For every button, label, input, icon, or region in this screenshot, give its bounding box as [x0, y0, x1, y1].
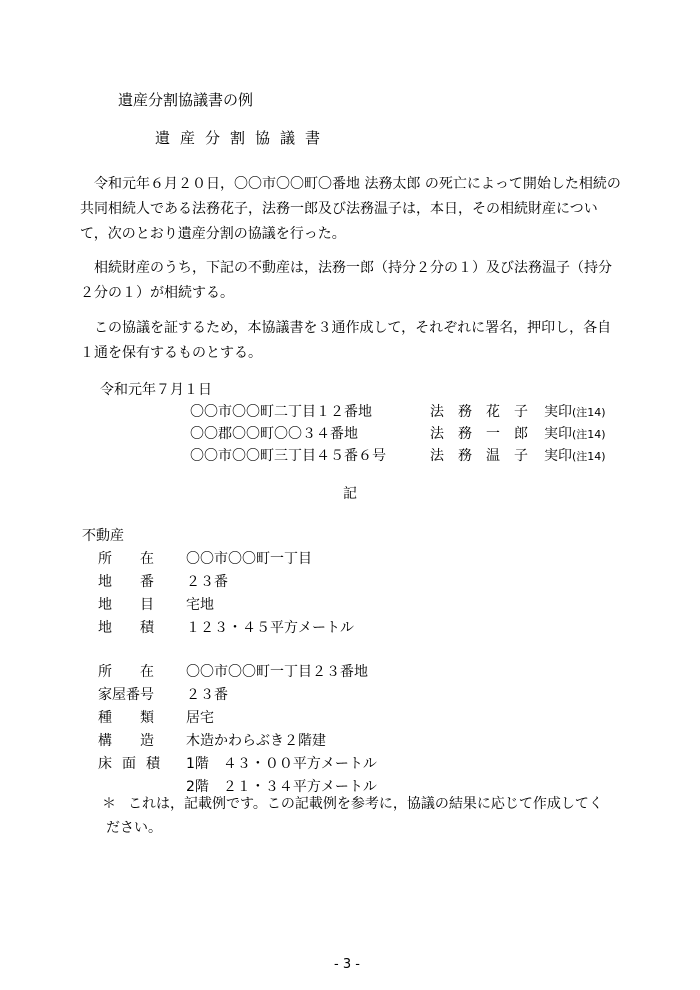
- seal-note: (注14): [572, 406, 606, 419]
- land-area-label: 地積: [98, 620, 182, 636]
- seal-label: 実印: [544, 448, 572, 464]
- signatory-name: 法務温子: [430, 448, 542, 464]
- example-heading: 遺産分割協議書の例: [118, 91, 254, 109]
- real-estate-title: 不動産: [82, 528, 124, 544]
- land-category-value: 宅地: [186, 597, 214, 613]
- note-text-line2: ださい。: [106, 820, 162, 836]
- building-floor-label: 床面積: [98, 756, 170, 772]
- seal-note: (注14): [572, 450, 606, 463]
- page-number: - 3 -: [334, 957, 360, 972]
- paragraph-intro: 令和元年６月２０日，〇〇市〇〇町〇番地 法務太郎 の死亡によって開始した相続の共同相続人である法務花子，法務一郎及び法務温子は，本日，その相続財産について，次のとおり遺産分割の協議を行った。: [80, 176, 621, 242]
- building-type-value: 居宅: [186, 710, 214, 726]
- building-floor2-value: 2階 ２１・３４平方メートル: [186, 779, 377, 795]
- signatory-address: 〇〇郡〇〇町〇〇３４番地: [190, 426, 358, 442]
- signatory-seal: [544, 424, 606, 445]
- building-floor1-value: 1階 ４３・００平方メートル: [186, 756, 377, 772]
- building-house-no-value: ２３番: [186, 687, 228, 703]
- building-house-no-label: 家屋番号: [98, 687, 154, 703]
- building-location-value: 〇〇市〇〇町一丁目２３番地: [186, 664, 368, 680]
- paragraph-proof: この協議を証するため，本協議書を３通作成して，それぞれに署名，押印し，各自１通を保有するものとする。: [80, 320, 612, 361]
- paragraph-inheritance: 相続財産のうち，下記の不動産は，法務一郎（持分２分の１）及び法務温子（持分２分の１）が相続する。: [80, 260, 612, 301]
- land-area-value: １２３・４５平方メートル: [186, 620, 354, 636]
- agreement-date: 令和元年７月１日: [100, 382, 212, 398]
- signatory-seal: [544, 446, 606, 467]
- seal-note: (注14): [572, 428, 606, 441]
- document-title: 遺産分割協議書: [155, 129, 331, 147]
- building-type-label: 種類: [98, 710, 182, 726]
- building-location-label: 所在: [98, 664, 182, 680]
- note-text-line1: これは，記載例です。この記載例を参考に，協議の結果に応じて作成してく: [128, 796, 603, 812]
- signatory-name: 法務花子: [430, 404, 542, 420]
- signatory-address: 〇〇市〇〇町二丁目１２番地: [190, 404, 372, 420]
- signatory-address: 〇〇市〇〇町三丁目４５番６号: [190, 448, 386, 464]
- building-structure-value: 木造かわらぶき２階建: [186, 733, 326, 749]
- signatory-seal: [544, 402, 606, 423]
- seal-label: 実印: [544, 426, 572, 442]
- signatory-name: 法務一郎: [430, 426, 542, 442]
- land-location-value: 〇〇市〇〇町一丁目: [186, 551, 312, 567]
- building-structure-label: 構造: [98, 733, 182, 749]
- note-asterisk: ＊: [102, 796, 116, 812]
- land-lot-value: ２３番: [186, 574, 228, 590]
- seal-label: 実印: [544, 404, 572, 420]
- land-location-label: 所在: [98, 551, 182, 567]
- land-category-label: 地目: [98, 597, 182, 613]
- ki-marker: 記: [343, 486, 357, 502]
- land-lot-label: 地番: [98, 574, 182, 590]
